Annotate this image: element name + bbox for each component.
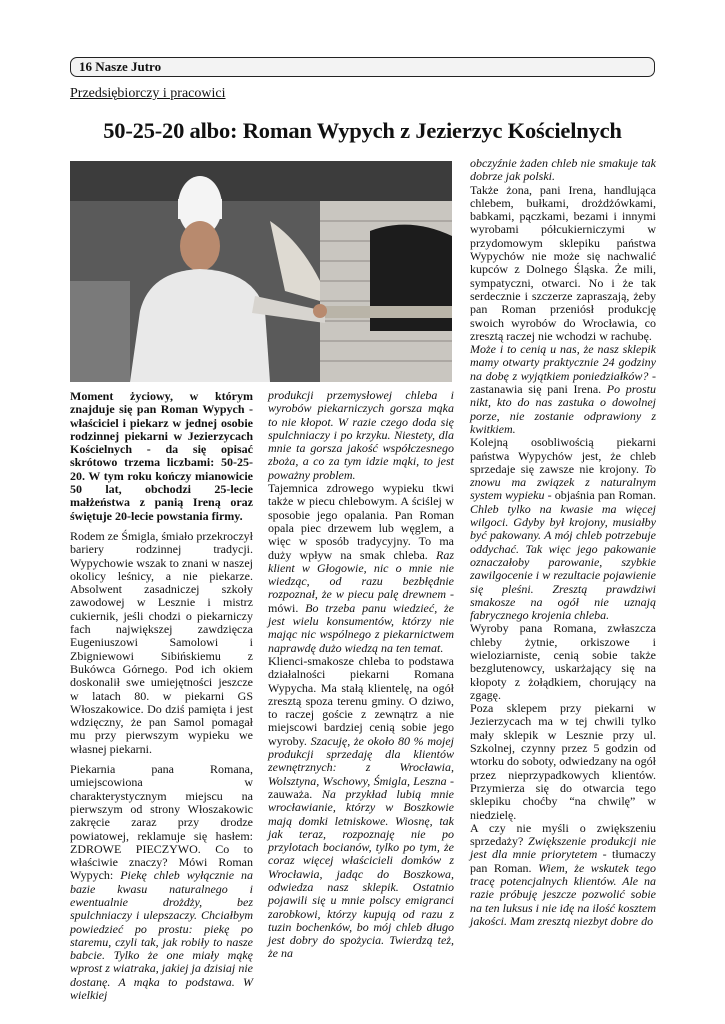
section-label: Przedsiębiorczy i pracowici	[70, 86, 226, 101]
paragraph-text: Piekarnia pana Romana, umiejscowiona w charakterystycznym miejscu na pierwszym od strony Włoszakowic zakręcie zaraz przy drodze powiatowej, reklamuje się hasłem: ZDROWE PIECZYWO. Co to właściwie znaczy?	[70, 762, 253, 870]
page-header-bar	[70, 57, 655, 77]
paragraph-text: Klienci-smakosze chleba to podstawa działalności piekarni Romana Wypycha. Ma stałą klientelę, na ogół zresztą spoza terenu gminy. O dziwo, to raczej goście z zewnątrz a nie miejscowi bardziej cenią sobie jego wyroby.	[268, 653, 454, 748]
quote-text: obczyźnie żaden chleb nie smakuje tak dobrze jak polski.	[470, 156, 656, 184]
quote-text: produkcji przemysłowej chleba i wyrobów piekarniczych gorsza mąka to nie kłopot. W razie czego doda się spulchniaczy i po krzyku. Niestety, dla mnie ta gorsza jakość współczesnego zboża, a co za tym idzie mąki, to jest poważny problem.	[268, 388, 454, 482]
paragraph-text: - zauważa.	[268, 773, 454, 801]
paragraph: Wyroby pana Romana, zwłaszcza chleby żytnie, orkiszowe i wieloziarniste, cenią sobie także bezglutenowcy, uskarżający się na kłopoty z żołądkiem, chorujący na zgagę.	[470, 621, 656, 702]
paragraph	[470, 343, 656, 436]
quote-text: Może i to cenią u nas, że nasz sklepik mamy otwarty praktycznie 24 godziny na dobę z wyjątkiem poniedziałków?	[470, 342, 656, 383]
article-headline: 50-25-20 albo: Roman Wypych z Jezierzyc Kościelnych	[103, 118, 622, 143]
article-column-3	[470, 157, 656, 928]
quote-text: Zwiększenie produkcji nie jest dla mnie priorytetem	[470, 834, 657, 862]
paragraph	[70, 763, 253, 1002]
paragraph-text: - zastanawia się pani Irena.	[470, 368, 656, 397]
paragraph-text: - tłumaczy pan Roman.	[470, 847, 657, 875]
paragraph	[470, 822, 656, 928]
quote-text: Raz klient w Głogowie, nic o mnie nie wiedząc, od razu bezbłędnie rozpoznał, że w piecu palę drewnem	[268, 547, 454, 602]
paragraph	[470, 436, 656, 622]
baker-photo-image	[70, 161, 452, 382]
paragraph-text: Tajemnica zdrowego wypieku tkwi także w piecu chlebowym. A ściślej w sposobie jego opalania. Pan Roman opala piec drzewem lub węglem, a więc w sposób tradycyjny. To ma duży wpływ na smak chleba.	[268, 481, 454, 562]
paragraph: Rodem ze Śmigla, śmiało przekroczył bariery rodzinnej tradycji. Wypychowie wszak to znani w naszej okolicy leśnicy, a nie piekarze. Absolwent zasadniczej szkoły zawodowej w Lesznie i mistrz cukiernik, jeśli chodzi o piekarniczy fach największej zawdzięcza Eugeniuszowi Samolowi i Zbigniewowi Sibińskiemu z Bukówca Górnego. Pod ich okiem doskonalił swe umiejętności jeszcze w latach 80. w piekarni GS Włoszakowice. Do dziś pamięta i jest wdzięczny, że pan Samol pomagał mu przy pierwszym wypieku we własnej piekarni.	[70, 528, 253, 756]
quote-text: Wiem, że wskutek tego tracę potencjalnych klientów. Ale na razie próbuję jeszcze pozwolić sobie na ten luksus i nie idę na ilość kosztem jakości. Mam zresztą niezbyt dobre do	[470, 860, 656, 928]
paragraph	[268, 482, 454, 655]
paragraph: Także żona, pani Irena, handlująca chlebem, bułkami, drożdżówkami, babkami, pączkami, bezami i innymi wyrobami półcukierniczymi w przydomowym sklepiku państwa Wypychów nie może się nachwalić kupców z Dolnego Śląska. Że mili, sympatyczni, otwarci. No i że tak serdecznie i szczerze zapraszają, żeby pan Roman przeniósł produkcję swoich wyrobów do Wrocławia, co zresztą raczej nie wchodzi w rachubę.	[470, 182, 656, 343]
article-column-2	[268, 389, 454, 961]
quote-text: Szacuję, że około 80 % mojej produkcji sprzedaję dla klientów zewnętrznych: z Wrocławia, Wolsztyna, Wschowy, Śmigla, Leszna	[268, 733, 454, 788]
article-photo	[70, 161, 452, 382]
paragraph: Poza sklepem przy piekarni w Jezierzycach ma w tej chwili tylko mały sklepik w Lesznie przy ul. Szkolnej, czynny przez 5 godzin od wtorku do soboty, odwiedzany na ogół przez nieprzypadkowych klientów. Przymierza się do otwarcia tego sklepiku choćby “na chwilę” w niedzielę.	[470, 701, 656, 822]
paragraph	[268, 655, 454, 961]
paragraph-text: - objaśnia pan Roman.	[544, 488, 656, 503]
quote-text: Piekę chleb wyłącznie na bazie kwasu naturalnego i ewentualnie drożdży, bez spulchniaczy i ulepszaczy. Chciałbym powiedzieć po prostu: piekę po staremu, czyli tak, jak robiły to nasze babcie. Tylko że one miały mąkę wprost z wiatraka, jakiej ja dzisiaj nie dostanę. A mąka to podstawa. W wielkiej	[70, 868, 254, 1003]
quote-text: Chleb tylko na kwasie ma więcej wilgoci. Gdyby był krojony, musiałby być pakowany. A mój chleb potrzebuje oddychać. Tak więc jego pakowanie oznaczałoby parowanie, szybkie zawilgocenie i w rezultacie pojawienie się pleśni. Zresztą prawdziwi smakosze na ogół nie uznają fabrycznego krojenia chleba.	[470, 501, 656, 623]
quote-text: Po prostu nikt, kto do nas zastuka o dowolnej porze, nie zostanie odprawiony z kwitkiem.	[470, 382, 656, 436]
paragraph-text: Kolejną osobliwością piekarni państwa Wypychów jest, że chleb sprzedaje się zawsze nie krojony.	[470, 435, 656, 476]
page-number-title: 16 Nasze Jutro	[79, 59, 162, 74]
article-column-1	[70, 390, 253, 1009]
paragraph-text: Mówi Roman Wypych:	[70, 855, 253, 883]
quote-text: To znowu ma związek z naturalnym system wypieku	[470, 461, 656, 503]
article-lead: Moment życiowy, w którym znajduje się pan Roman Wypych - właściciel i piekarz w jednej osobie rodzinnej piekarni w Jezierzycach Kościelnych - da się opisać skrótowo trzema liczbami: 50-25-20. W tym roku kończy mianowicie 50 lat, obchodzi 25-lecie małżeństwa z panią Ireną oraz świętuje 20-lecie powstania firmy.	[70, 389, 253, 523]
quote-text: Na przykład lubią mnie wrocławianie, którzy w Boszkowie mają domki letniskowe. Wiosnę, tak jak teraz, rozpoznaję nie po przylotach bocianów, tylko po tym, że coraz więcej właścicieli domków z Wrocławia, jadąc do Boszkowa, odwiedza nasz sklepik. Ostatnio pojawili się u mnie polscy emigranci zarobkowi, którzy kupują od razu z tuzin bochenków, bo mój chleb długo jest dobry do spożycia. Twierdzą też, że na	[268, 786, 454, 961]
paragraph-text: - mówi.	[268, 587, 454, 615]
quote-text: Bo trzeba panu wiedzieć, że jest wielu konsumentów, którzy nie mając nic wspólnego z piekarnictwem naprawdę dużo wiedzą na ten temat.	[268, 600, 454, 655]
paragraph-text: A czy nie myśli o zwiększeniu sprzedaży?	[470, 820, 656, 849]
